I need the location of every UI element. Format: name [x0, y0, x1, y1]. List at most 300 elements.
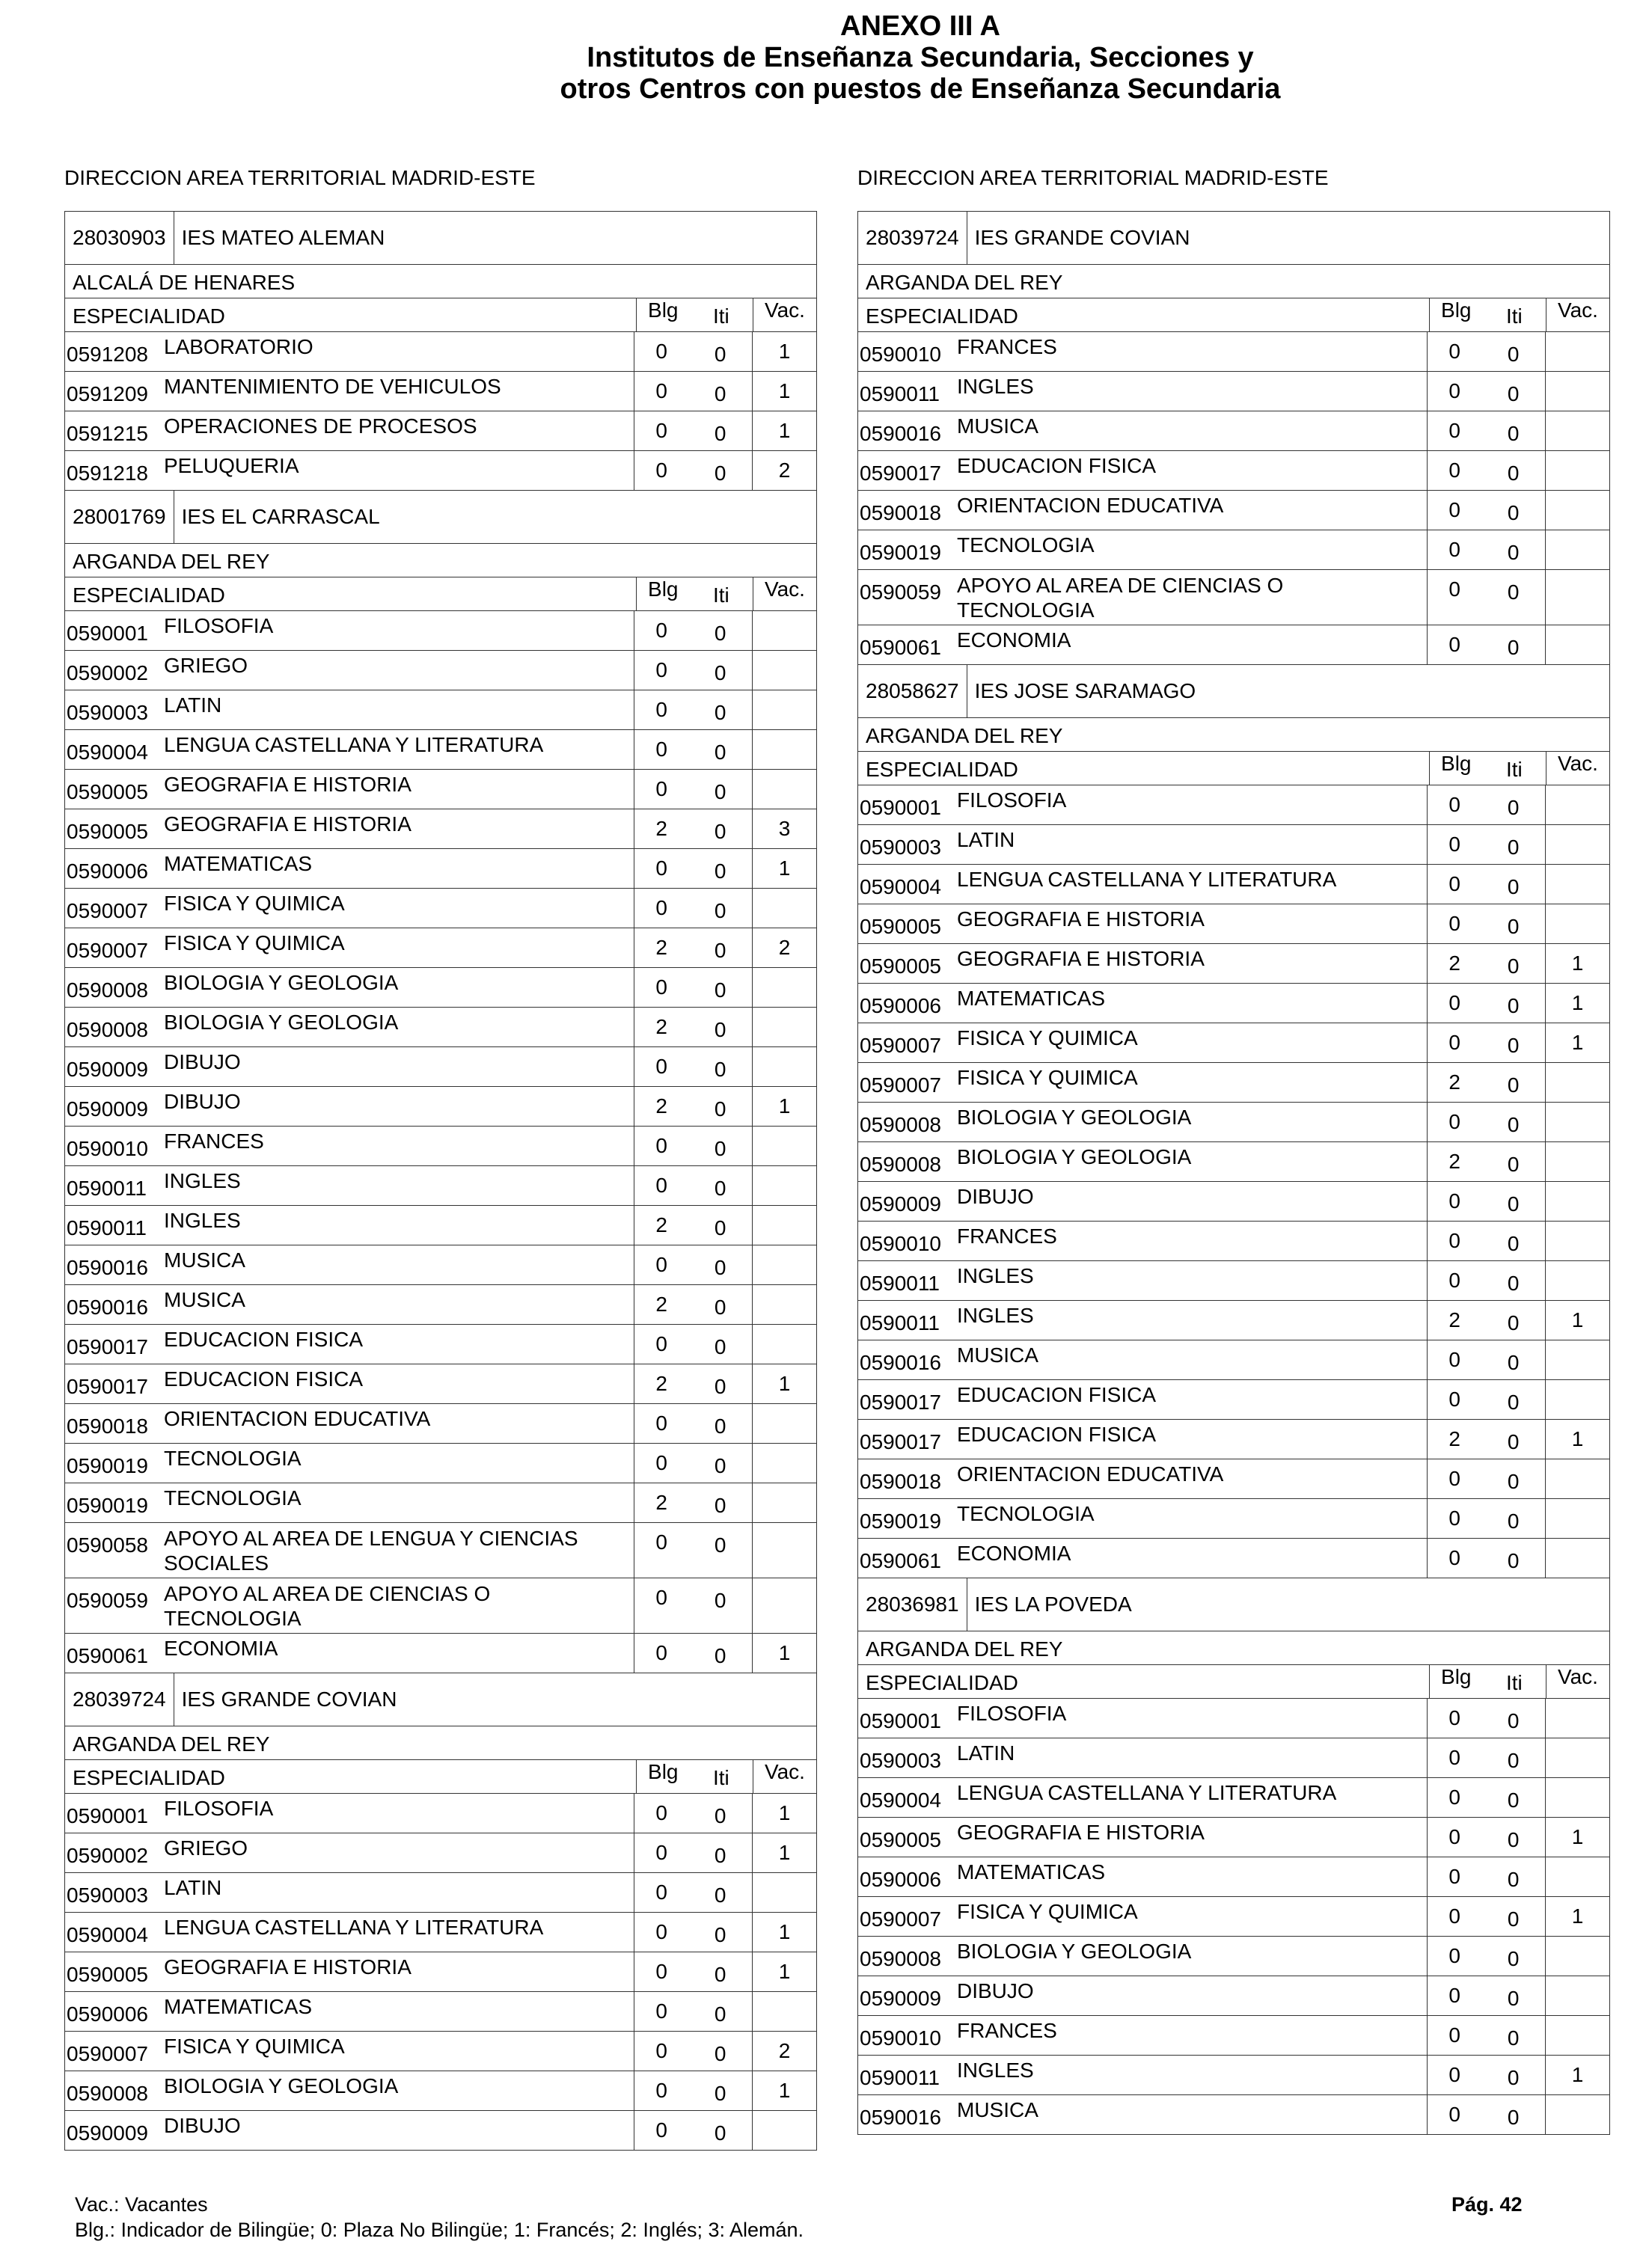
vac-cell — [1546, 1539, 1609, 1578]
iti-cell: 0 — [1481, 944, 1546, 983]
blg-cell: 0 — [1448, 340, 1460, 363]
table-row — [858, 332, 1609, 372]
especialidad-code: 0590004 — [67, 1923, 149, 1946]
especialidad-cell — [858, 411, 1428, 450]
blg-cell: 2 — [1448, 951, 1460, 975]
iti-cell: 0 — [688, 2071, 753, 2110]
table-row — [65, 968, 816, 1008]
iti-cell: 0 — [688, 730, 753, 769]
iti-cell: 0 — [1481, 491, 1546, 530]
locality-label: ALCALÁ DE HENARES — [65, 265, 816, 298]
especialidad-name: GEOGRAFIA E HISTORIA — [957, 1821, 1205, 1844]
table-row — [858, 1222, 1609, 1261]
vac-cell: 1 — [778, 1920, 791, 1943]
legend-vac: Vac.: Vacantes — [75, 2193, 208, 2216]
especialidad-cell — [858, 491, 1428, 530]
table-row — [858, 1142, 1609, 1182]
especialidad-cell — [65, 1794, 634, 1833]
vac-cell — [753, 1444, 816, 1483]
iti-cell: 0 — [1481, 1380, 1546, 1419]
vac-cell — [1546, 1063, 1609, 1102]
blg-cell: 0 — [655, 856, 667, 880]
especialidad-name: FISICA Y QUIMICA — [957, 1026, 1138, 1049]
vac-cell — [1546, 1738, 1609, 1777]
especialidad-code: 0590019 — [67, 1494, 149, 1517]
center-name: IES JOSE SARAMAGO — [974, 679, 1196, 702]
especialidad-cell — [65, 651, 634, 690]
vac-cell — [753, 1873, 816, 1912]
vac-cell — [753, 1992, 816, 2031]
iti-cell: 0 — [1481, 1142, 1546, 1181]
especialidad-cell — [858, 1857, 1428, 1896]
vac-cell: 2 — [778, 2039, 791, 2062]
especialidad-code: 0590016 — [860, 422, 942, 445]
center-code: 28058627 — [858, 665, 967, 717]
iti-cell: 0 — [688, 332, 753, 371]
especialidad-name: MUSICA — [164, 1248, 245, 1272]
especialidad-code: 0590017 — [67, 1335, 149, 1358]
blg-cell: 2 — [655, 1094, 667, 1118]
especialidad-name: TECNOLOGIA — [164, 1447, 302, 1470]
blg-cell: 0 — [1448, 1706, 1460, 1729]
especialidad-name: FILOSOFIA — [164, 1797, 274, 1820]
especialidad-name: FRANCES — [164, 1130, 264, 1153]
especialidad-cell — [858, 451, 1428, 490]
especialidad-cell — [65, 1952, 634, 1991]
especialidad-code: 0590005 — [67, 780, 149, 803]
vac-cell — [1546, 1222, 1609, 1260]
especialidad-cell — [858, 530, 1428, 569]
blg-cell: 2 — [655, 1491, 667, 1514]
especialidad-code: 0590006 — [67, 859, 149, 883]
especialidad-code: 0591215 — [67, 422, 149, 445]
especialidad-code: 0590002 — [67, 1844, 149, 1867]
blg-cell: 2 — [1448, 1427, 1460, 1450]
especialidad-cell — [858, 1103, 1428, 1141]
header-vac: Vac. — [1557, 298, 1598, 322]
center-block — [857, 1578, 1610, 2135]
especialidad-cell — [858, 2016, 1428, 2055]
table-row — [65, 1245, 816, 1285]
header-blg: Blg — [1441, 298, 1472, 322]
especialidad-code: 0590017 — [860, 462, 942, 485]
vac-cell — [1546, 1778, 1609, 1817]
especialidad-code: 0590003 — [67, 701, 149, 724]
especialidad-cell — [858, 1976, 1428, 2015]
header-iti: Iti — [690, 1760, 753, 1793]
especialidad-code: 0590018 — [860, 1470, 942, 1493]
blg-cell: 0 — [655, 1641, 667, 1664]
especialidad-name: FRANCES — [957, 2019, 1057, 2042]
especialidad-code: 0590003 — [67, 1884, 149, 1907]
especialidad-name: APOYO AL AREA DE LENGUA Y CIENCIAS SOCIALES — [164, 1527, 578, 1575]
table-row — [65, 451, 816, 490]
table-row — [858, 1857, 1609, 1897]
vac-cell: 1 — [778, 1094, 791, 1118]
especialidad-code: 0590004 — [67, 741, 149, 764]
especialidad-name: MATEMATICAS — [957, 987, 1106, 1010]
especialidad-name: INGLES — [957, 375, 1034, 398]
table-row — [858, 372, 1609, 411]
especialidad-code: 0590008 — [860, 1947, 942, 1970]
especialidad-code: 0590016 — [860, 2106, 942, 2129]
iti-cell: 0 — [1481, 1063, 1546, 1102]
especialidad-code: 0590018 — [860, 501, 942, 524]
table-row — [65, 2032, 816, 2071]
table-row — [65, 1634, 816, 1673]
blg-cell: 0 — [655, 459, 667, 482]
especialidad-cell — [858, 1937, 1428, 1976]
especialidad-name: LENGUA CASTELLANA Y LITERATURA — [164, 1916, 544, 1939]
direction-label: DIRECCION AREA TERRITORIAL MADRID-ESTE — [857, 166, 1329, 189]
table-row — [65, 1047, 816, 1087]
table-row — [858, 1023, 1609, 1063]
especialidad-cell — [65, 1444, 634, 1483]
center-code: 28036981 — [858, 1578, 967, 1631]
blg-cell: 0 — [655, 1881, 667, 1904]
especialidad-name: FILOSOFIA — [164, 614, 274, 637]
blg-cell: 0 — [1448, 1229, 1460, 1252]
especialidad-cell — [858, 1738, 1428, 1777]
especialidad-name: DIBUJO — [957, 1185, 1034, 1208]
especialidad-cell — [858, 1539, 1428, 1578]
table-row — [858, 944, 1609, 984]
table-row — [65, 1127, 816, 1166]
especialidad-code: 0590001 — [67, 1804, 149, 1827]
iti-cell: 0 — [1481, 2016, 1546, 2055]
iti-cell: 0 — [688, 611, 753, 650]
iti-cell: 0 — [1481, 1976, 1546, 2015]
iti-cell: 0 — [1481, 372, 1546, 411]
table-row — [65, 849, 816, 889]
especialidad-cell — [65, 2071, 634, 2110]
blg-cell: 0 — [1448, 912, 1460, 935]
blg-cell: 0 — [1448, 419, 1460, 442]
vac-cell — [1546, 1340, 1609, 1379]
table-row — [65, 2111, 816, 2150]
especialidad-name: MATEMATICAS — [957, 1860, 1106, 1884]
blg-cell: 0 — [1448, 1746, 1460, 1769]
iti-cell: 0 — [688, 1008, 753, 1046]
iti-cell: 0 — [1481, 785, 1546, 824]
especialidad-code: 0590016 — [67, 1296, 149, 1319]
iti-cell: 0 — [1481, 1897, 1546, 1936]
iti-cell: 0 — [688, 1523, 753, 1578]
vac-cell — [1546, 1499, 1609, 1538]
iti-cell: 0 — [1481, 1937, 1546, 1976]
especialidad-name: APOYO AL AREA DE CIENCIAS O TECNOLOGIA — [957, 574, 1284, 622]
center-code: 28039724 — [858, 212, 967, 264]
especialidad-name: LENGUA CASTELLANA Y LITERATURA — [164, 733, 544, 756]
especialidad-name: FISICA Y QUIMICA — [164, 931, 345, 954]
table-row — [858, 1818, 1609, 1857]
blg-cell: 2 — [655, 1213, 667, 1236]
especialidad-cell — [858, 1897, 1428, 1936]
especialidad-code: 0590061 — [860, 1549, 942, 1572]
especialidad-name: TECNOLOGIA — [164, 1486, 302, 1510]
especialidad-code: 0590008 — [67, 2082, 149, 2105]
especialidad-code: 0590019 — [860, 541, 942, 564]
vac-cell: 1 — [778, 419, 791, 442]
especialidad-cell — [65, 332, 634, 371]
blg-cell: 0 — [655, 1253, 667, 1276]
iti-cell: 0 — [1481, 411, 1546, 450]
blg-cell: 0 — [655, 1841, 667, 1864]
especialidad-name: INGLES — [164, 1169, 241, 1192]
vac-cell — [1546, 825, 1609, 864]
vac-cell: 1 — [1571, 951, 1584, 975]
especialidad-cell — [65, 1364, 634, 1403]
especialidad-code: 0590008 — [67, 978, 149, 1002]
blg-cell: 0 — [1448, 459, 1460, 482]
especialidad-code: 0590009 — [860, 1987, 942, 2010]
blg-cell: 0 — [1448, 498, 1460, 521]
iti-cell: 0 — [1481, 1182, 1546, 1221]
table-row — [65, 730, 816, 770]
especialidad-name: BIOLOGIA Y GEOLOGIA — [164, 1011, 399, 1034]
blg-cell: 0 — [1448, 1467, 1460, 1490]
especialidad-cell — [65, 730, 634, 769]
locality-label: ARGANDA DEL REY — [65, 544, 816, 577]
especialidad-cell — [65, 1483, 634, 1522]
especialidad-cell — [65, 1008, 634, 1046]
table-row — [65, 411, 816, 451]
iti-cell: 0 — [688, 1444, 753, 1483]
vac-cell — [753, 730, 816, 769]
iti-cell: 0 — [1481, 1222, 1546, 1260]
especialidad-name: LENGUA CASTELLANA Y LITERATURA — [957, 1781, 1337, 1804]
table-row — [65, 1794, 816, 1833]
especialidad-cell — [858, 1182, 1428, 1221]
especialidad-code: 0590011 — [67, 1177, 147, 1200]
especialidad-cell — [858, 1778, 1428, 1817]
table-row — [858, 825, 1609, 865]
especialidad-name: INGLES — [957, 1264, 1034, 1287]
especialidad-code: 0590005 — [860, 954, 942, 978]
blg-cell: 0 — [1448, 1110, 1460, 1133]
especialidad-code: 0590007 — [860, 1907, 942, 1931]
blg-cell: 0 — [655, 1586, 667, 1609]
especialidad-cell — [858, 825, 1428, 864]
vac-cell — [1546, 865, 1609, 904]
especialidad-name: ORIENTACION EDUCATIVA — [957, 494, 1224, 517]
blg-cell: 0 — [1448, 1944, 1460, 1967]
locality-label: ARGANDA DEL REY — [65, 1726, 816, 1760]
especialidad-cell — [858, 1699, 1428, 1738]
vac-cell — [1546, 1261, 1609, 1300]
blg-cell: 0 — [655, 1801, 667, 1824]
table-row — [858, 1937, 1609, 1976]
header-especialidad: ESPECIALIDAD — [65, 298, 637, 331]
blg-cell: 0 — [655, 1055, 667, 1078]
vac-cell: 1 — [778, 1641, 791, 1664]
footer-legend — [75, 2192, 804, 2243]
especialidad-name: DIBUJO — [164, 1090, 241, 1113]
especialidad-code: 0590001 — [860, 796, 942, 819]
vac-cell — [1546, 411, 1609, 450]
table-row — [858, 2095, 1609, 2134]
table-row — [65, 1166, 816, 1206]
especialidad-code: 0590061 — [860, 636, 942, 659]
vac-cell — [1546, 530, 1609, 569]
blg-cell: 0 — [655, 340, 667, 363]
especialidad-cell — [65, 451, 634, 490]
especialidad-name: ECONOMIA — [957, 1542, 1071, 1565]
vac-cell — [753, 1285, 816, 1324]
table-row — [858, 1897, 1609, 1937]
especialidad-cell — [858, 1340, 1428, 1379]
iti-cell: 0 — [688, 1325, 753, 1364]
especialidad-name: ECONOMIA — [957, 628, 1071, 652]
especialidad-code: 0590001 — [860, 1709, 942, 1732]
iti-cell: 0 — [1481, 1459, 1546, 1498]
center-header — [65, 1673, 816, 1726]
especialidad-name: OPERACIONES DE PROCESOS — [164, 414, 477, 438]
especialidad-name: LATIN — [957, 1741, 1015, 1765]
especialidad-code: 0590004 — [860, 1789, 942, 1812]
center-header — [65, 491, 816, 544]
blg-cell: 0 — [1448, 872, 1460, 895]
iti-cell: 0 — [688, 1364, 753, 1403]
table-row — [65, 1992, 816, 2032]
especialidad-cell — [858, 2056, 1428, 2094]
vac-cell — [1546, 570, 1609, 625]
iti-cell: 0 — [688, 889, 753, 928]
header-iti: Iti — [690, 577, 753, 610]
vac-cell — [1546, 1857, 1609, 1896]
vac-cell — [753, 1483, 816, 1522]
especialidad-code: 0590011 — [860, 382, 940, 405]
table-header-row — [858, 752, 1609, 785]
especialidad-code: 0590003 — [860, 836, 942, 859]
especialidad-code: 0590017 — [860, 1430, 942, 1453]
table-row — [65, 1578, 816, 1634]
vac-cell — [753, 611, 816, 650]
especialidad-code: 0590016 — [67, 1256, 149, 1279]
center-header — [858, 1578, 1609, 1631]
iti-cell: 0 — [688, 770, 753, 809]
especialidad-code: 0590009 — [67, 1058, 149, 1081]
vac-cell: 1 — [778, 340, 791, 363]
header-vac: Vac. — [1557, 1665, 1598, 1688]
table-row — [65, 1087, 816, 1127]
especialidad-cell — [858, 984, 1428, 1023]
vac-cell — [753, 1578, 816, 1633]
table-row — [858, 1539, 1609, 1578]
vac-cell — [1546, 785, 1609, 824]
center-code: 28001769 — [65, 491, 174, 543]
vac-cell — [753, 1523, 816, 1578]
especialidad-name: BIOLOGIA Y GEOLOGIA — [164, 2074, 399, 2097]
table-header-row — [65, 298, 816, 332]
especialidad-code: 0590011 — [860, 2066, 940, 2089]
blg-cell: 0 — [1448, 1388, 1460, 1411]
center-block — [64, 490, 817, 1673]
especialidad-cell — [65, 611, 634, 650]
especialidad-name: LENGUA CASTELLANA Y LITERATURA — [957, 868, 1337, 891]
iti-cell: 0 — [688, 1794, 753, 1833]
vac-cell — [753, 770, 816, 809]
vac-cell — [1546, 1182, 1609, 1221]
especialidad-cell — [65, 1578, 634, 1633]
especialidad-code: 0590010 — [860, 2026, 942, 2050]
especialidad-name: DIBUJO — [164, 1050, 241, 1073]
vac-cell: 1 — [1571, 2063, 1584, 2086]
iti-cell: 0 — [1481, 865, 1546, 904]
table-row — [858, 904, 1609, 944]
table-row — [858, 530, 1609, 570]
iti-cell: 0 — [1481, 1340, 1546, 1379]
especialidad-name: EDUCACION FISICA — [164, 1328, 364, 1351]
especialidad-name: EDUCACION FISICA — [957, 454, 1157, 477]
vac-cell: 1 — [778, 1960, 791, 1983]
blg-cell: 0 — [655, 1530, 667, 1554]
direction-label: DIRECCION AREA TERRITORIAL MADRID-ESTE — [64, 166, 536, 189]
especialidad-code: 0590017 — [67, 1375, 149, 1398]
especialidad-name: DIBUJO — [957, 1979, 1034, 2002]
blg-cell: 0 — [1448, 1507, 1460, 1530]
table-row — [65, 889, 816, 928]
iti-cell: 0 — [1481, 451, 1546, 490]
center-name: IES MATEO ALEMAN — [181, 226, 385, 249]
blg-cell: 2 — [1448, 1308, 1460, 1331]
table-row — [858, 2016, 1609, 2056]
table-row — [65, 690, 816, 730]
blg-cell: 0 — [655, 738, 667, 761]
especialidad-code: 0590010 — [860, 343, 942, 366]
especialidad-cell — [858, 1222, 1428, 1260]
locality-label: ARGANDA DEL REY — [858, 265, 1609, 298]
especialidad-cell — [858, 1261, 1428, 1300]
table-row — [65, 1444, 816, 1483]
header-blg: Blg — [1441, 1665, 1472, 1688]
especialidad-name: EDUCACION FISICA — [957, 1383, 1157, 1406]
vac-cell — [1546, 1380, 1609, 1419]
header-iti: Iti — [1483, 298, 1546, 331]
blg-cell: 0 — [1448, 991, 1460, 1014]
iti-cell: 0 — [688, 1087, 753, 1126]
especialidad-code: 0590011 — [860, 1311, 940, 1334]
iti-cell: 0 — [1481, 984, 1546, 1023]
iti-cell: 0 — [688, 968, 753, 1007]
blg-cell: 0 — [655, 777, 667, 800]
especialidad-code: 0590008 — [67, 1018, 149, 1041]
header-blg: Blg — [648, 298, 679, 322]
table-row — [65, 611, 816, 651]
iti-cell: 0 — [688, 1206, 753, 1245]
table-row — [65, 1523, 816, 1578]
especialidad-code: 0590059 — [67, 1589, 149, 1612]
iti-cell: 0 — [1481, 904, 1546, 943]
especialidad-code: 0590007 — [67, 899, 149, 922]
blg-cell: 2 — [655, 1015, 667, 1038]
especialidad-cell — [858, 1459, 1428, 1498]
especialidad-name: APOYO AL AREA DE CIENCIAS O TECNOLOGIA — [164, 1582, 491, 1630]
header-especialidad: ESPECIALIDAD — [858, 752, 1430, 785]
blg-cell: 0 — [655, 1134, 667, 1157]
blg-cell: 0 — [1448, 633, 1460, 656]
vac-cell — [753, 889, 816, 928]
center-header — [858, 665, 1609, 718]
table-row — [65, 1952, 816, 1992]
iti-cell: 0 — [1481, 570, 1546, 625]
table-row — [858, 1261, 1609, 1301]
header-vac: Vac. — [764, 577, 805, 601]
especialidad-name: ORIENTACION EDUCATIVA — [164, 1407, 431, 1430]
especialidad-cell — [858, 2095, 1428, 2134]
title-line-3: otros Centros con puestos de Enseñanza Secundaria — [560, 73, 1281, 105]
table-row — [858, 1420, 1609, 1459]
